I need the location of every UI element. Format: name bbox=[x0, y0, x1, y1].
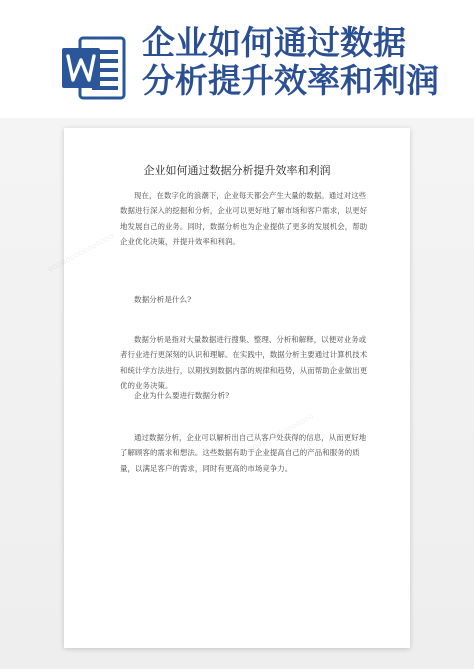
banner-title bbox=[142, 24, 462, 100]
header-banner bbox=[0, 0, 474, 118]
section-heading-what: 数据分析是什么? bbox=[134, 295, 192, 304]
banner-title-line-2: 分析提升效率和利润 bbox=[142, 61, 439, 100]
word-doc-icon bbox=[60, 34, 128, 102]
document-page bbox=[46, 128, 410, 648]
watermark: ooooooooooooooo bbox=[246, 411, 316, 454]
section-heading-why: 企业为什么要进行数据分析? bbox=[134, 391, 230, 400]
document-title: 企业如何通过数据分析提升效率和利润 bbox=[143, 164, 331, 177]
paragraph-why: 通过数据分析，企业可以解析出自己从客户处获得的信息，从而更好地了解顾客的需求和想法。这些数据有助于企业提高自己的产品和服务的质量，以满足客户的需求，同时有更高的市场竞争力。 bbox=[120, 433, 367, 473]
watermark: ooooooooooooooo bbox=[46, 231, 116, 274]
paragraph-what: 数据分析是指对大量数据进行搜集、整理、分析和解释，以便对业务或者行业进行更深刻的认识和理解。在实践中，数据分析主要通过计算机技术和统计学方法进行，以期找到数据内部的规律和趋势，从而帮助企业做出更优的业务决策。 bbox=[120, 335, 368, 391]
banner-title-line-1: 企业如何通过数据 bbox=[142, 23, 406, 62]
paragraph-intro: 现在，在数字化的浪潮下，企业每天都会产生大量的数据。通过对这些数据进行深入的挖掘和分析，企业可以更好地了解市场和客户需求，以更好地发展自己的业务。同时，数据分析也为企业提供了更多的发展机会，帮助企业优化决策，并提升效率和利润。 bbox=[120, 191, 368, 247]
